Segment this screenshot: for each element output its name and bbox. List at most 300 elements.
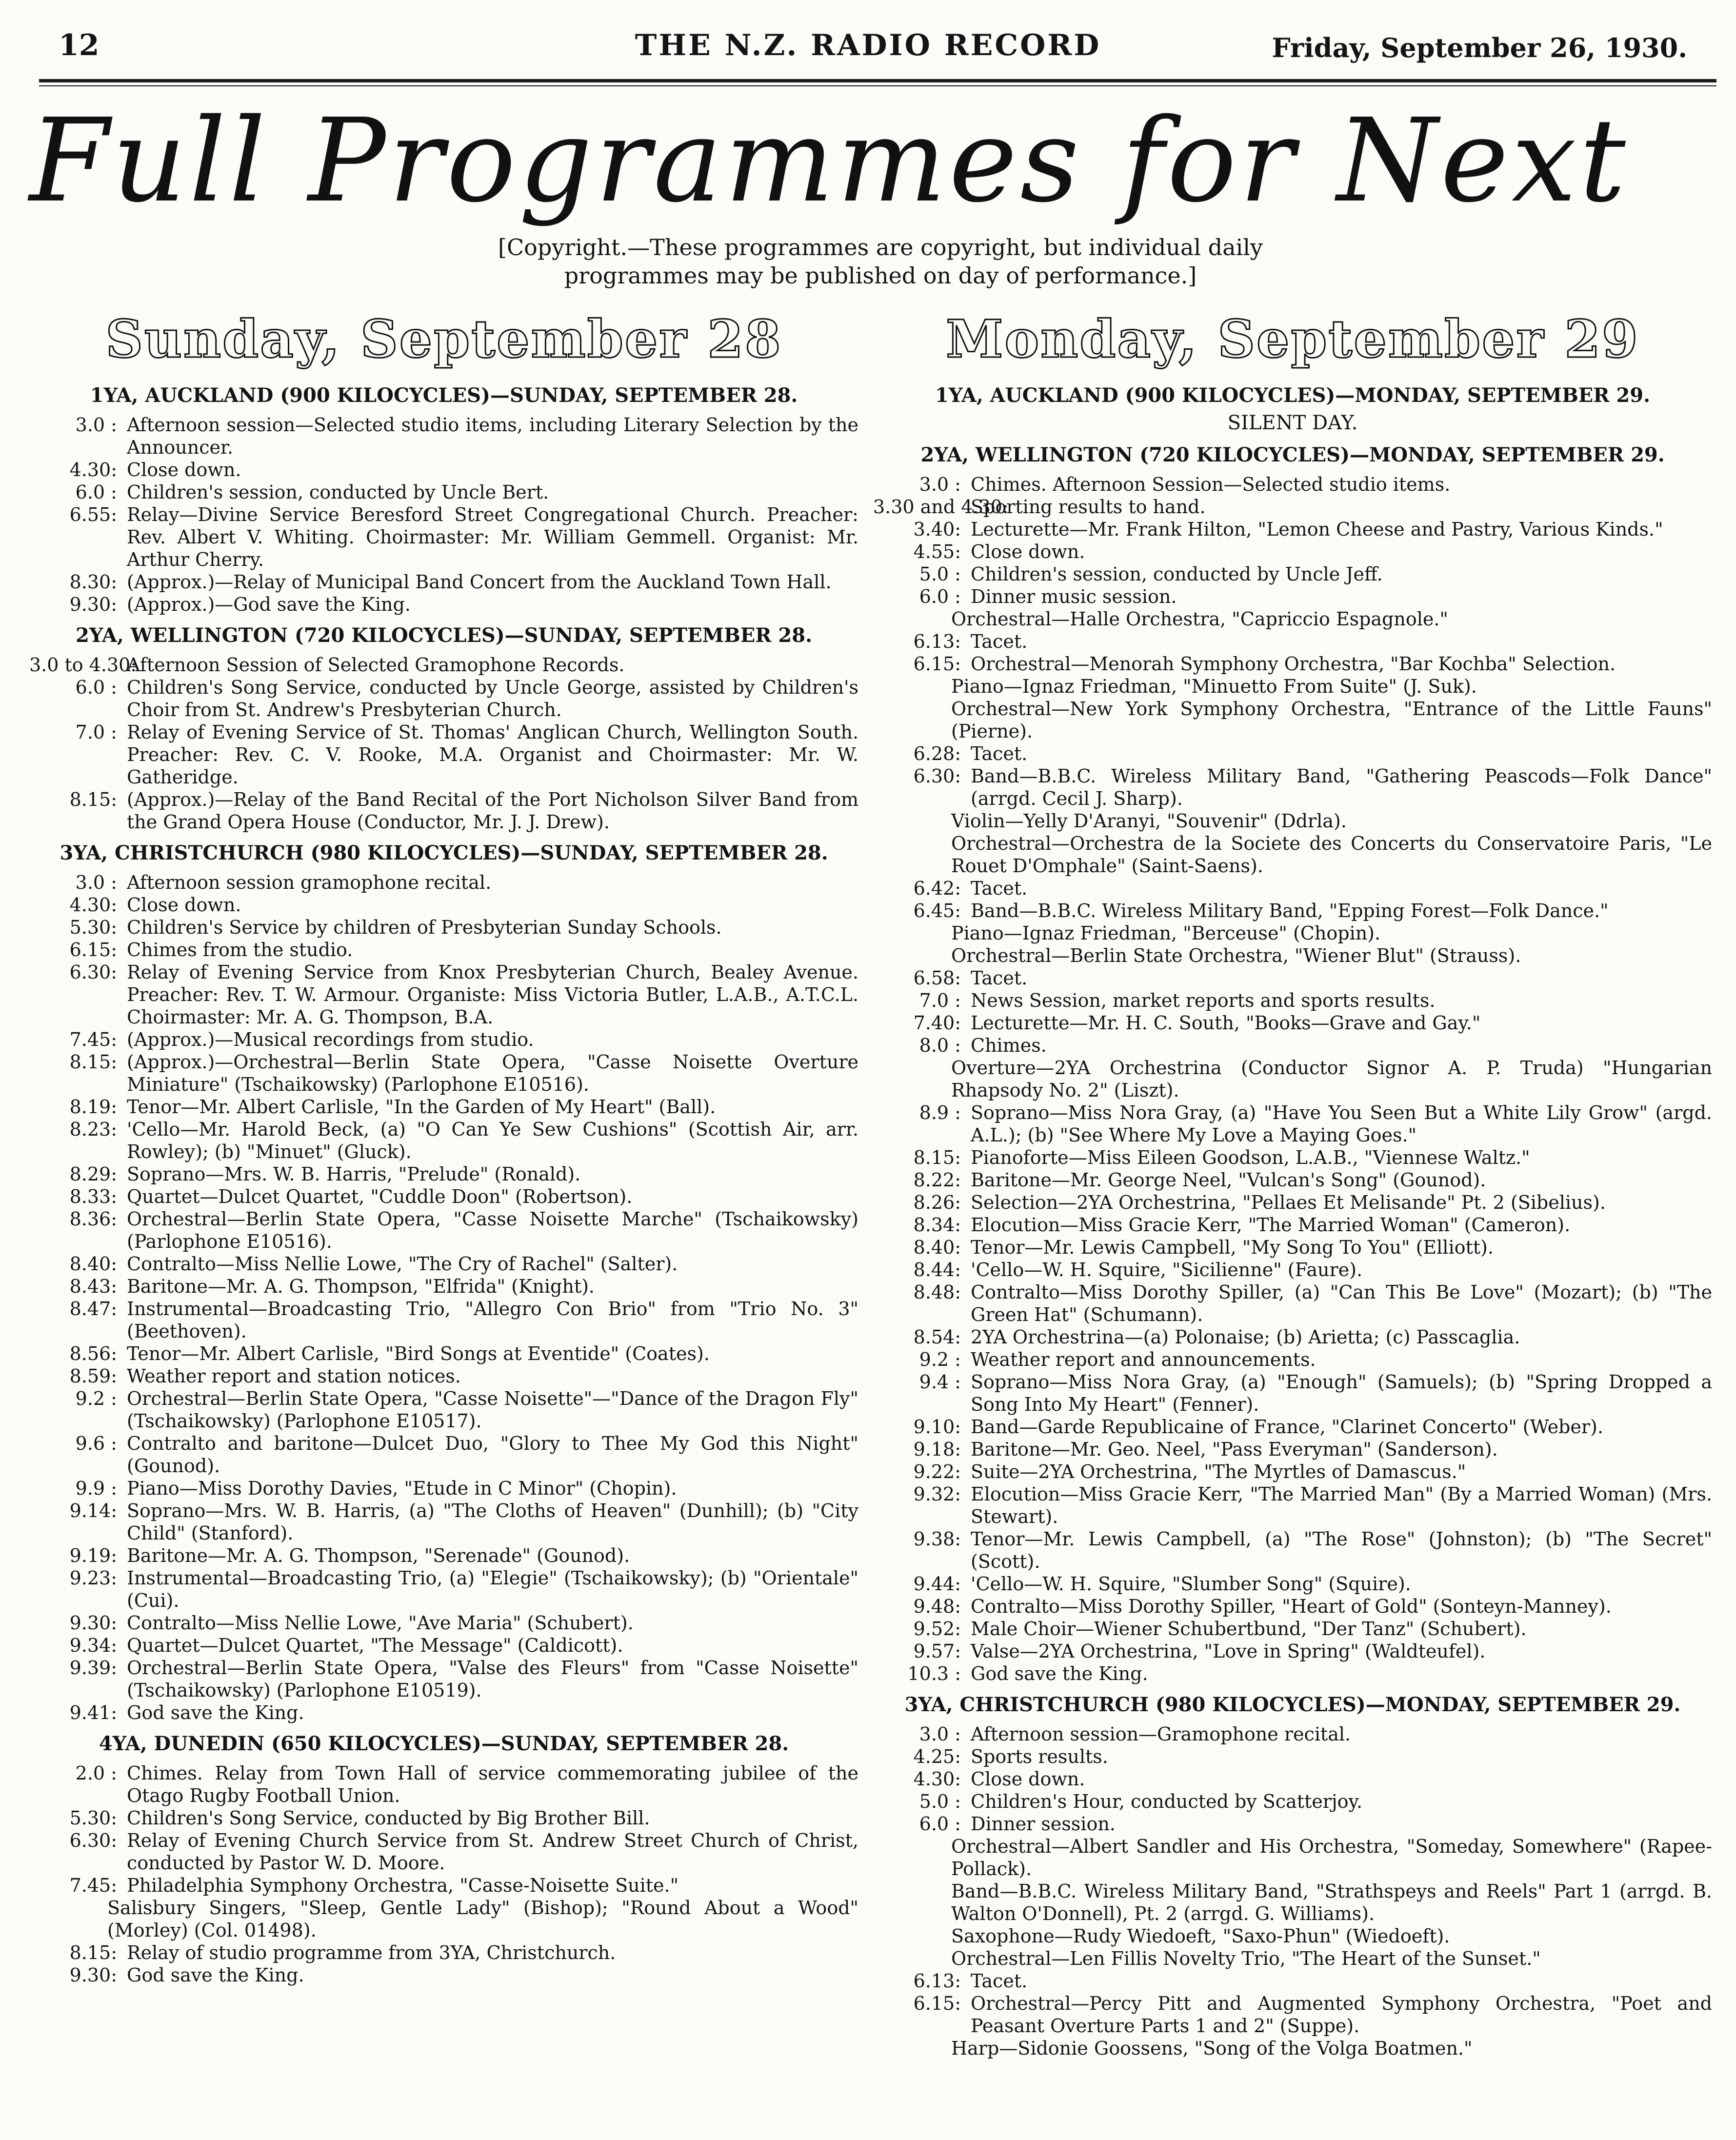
programme-item xyxy=(29,961,858,1028)
programme-item xyxy=(29,894,858,916)
programme-item xyxy=(873,1191,1712,1214)
programme-description: Tacet. xyxy=(971,878,1028,899)
station-note: SILENT DAY. xyxy=(1227,412,1358,434)
programme-item xyxy=(29,481,858,503)
programme-description: Orchestral—Berlin State Opera, "Casse Noisette Marche" (Tschaikowsky) (Parlophone E10516). xyxy=(127,1208,858,1252)
station-title: 1YA, AUCKLAND (900 KILOCYCLES)—SUNDAY, SEPTEMBER 28. xyxy=(90,384,798,407)
programme-item xyxy=(29,916,858,939)
programme-description: Lecturette—Mr. Frank Hilton, "Lemon Cheese and Pastry, Various Kinds." xyxy=(971,519,1663,540)
station-title: 1YA, AUCKLAND (900 KILOCYCLES)—MONDAY, SEPTEMBER 29. xyxy=(935,384,1650,407)
programme-item xyxy=(29,1829,858,1874)
programme-time: 3.0 to 4.30: xyxy=(29,654,137,676)
programme-item: Orchestral—Orchestra de la Societe des Concerts du Conservatoire Paris, "Le Rouet D'Omphale" (Saint-Saens). xyxy=(951,833,1712,877)
programme-description: Relay of Evening Service of St. Thomas' Anglican Church, Wellington South. Preacher: Rev. C. V. Rooke, M.A. Organist and Choirmaster: Mr. W. Gatheridge. xyxy=(127,721,858,788)
programme-item xyxy=(29,503,858,571)
programme-time: 8.22: xyxy=(913,1169,961,1191)
programme-description: (Approx.)—Orchestral—Berlin State Opera, "Casse Noisette Overture Miniature" (Tschaikowsky) (Parlophone E10516). xyxy=(127,1051,858,1095)
programme-description: Children's Service by children of Presbyterian Sunday Schools. xyxy=(127,917,722,938)
programme-time: 6.13: xyxy=(913,1970,961,1992)
programme-description: Instrumental—Broadcasting Trio, "Allegro Con Brio" from "Trio No. 3" (Beethoven). xyxy=(127,1298,858,1342)
programme-description: Suite—2YA Orchestrina, "The Myrtles of Damascus." xyxy=(971,1461,1466,1482)
programme-item xyxy=(873,473,1712,496)
programme-item: Violin—Yelly D'Aranyi, "Souvenir" (Ddrla). xyxy=(951,810,1347,832)
programme-description: Dinner session. xyxy=(971,1813,1116,1835)
programme-item xyxy=(873,1745,1712,1768)
programme-item xyxy=(29,1941,858,1964)
programme-time: 3.40: xyxy=(913,519,961,540)
programme-description: News Session, market reports and sports results. xyxy=(971,990,1436,1011)
programme-time: 7.40: xyxy=(913,1012,961,1034)
programme-item xyxy=(29,788,858,833)
programme-time: 6.30: xyxy=(913,765,961,787)
programme-item: Band—B.B.C. Wireless Military Band, "Strathspeys and Reels" Part 1 (arrgd. B. Walton O'Donnell), Pt. 2 (arrgd. G. Williams). xyxy=(951,1880,1712,1924)
programme-time: 9.23: xyxy=(69,1567,117,1589)
programme-description: Band—B.B.C. Wireless Military Band, "Gathering Peascods—Folk Dance" (arrgd. Cecil J. Sharp). xyxy=(971,765,1712,809)
programme-item xyxy=(29,1701,858,1724)
programme-description: Weather report and announcements. xyxy=(971,1349,1316,1370)
programme-description: Valse—2YA Orchestrina, "Love in Spring" (Waldteufel). xyxy=(971,1640,1486,1662)
programme-item xyxy=(873,585,1712,608)
programme-item xyxy=(29,939,858,961)
programme-description: Contralto—Miss Dorothy Spiller, (a) "Can This Be Love" (Mozart); (b) "The Green Hat" (Schumann). xyxy=(971,1281,1712,1325)
programme-time: 7.45: xyxy=(69,1029,117,1050)
programme-description: 2YA Orchestrina—(a) Polonaise; (b) Arietta; (c) Passcaglia. xyxy=(971,1326,1520,1348)
programme-time: 5.30: xyxy=(69,917,117,938)
programme-description: Orchestral—Berlin State Opera, "Valse des Fleurs" from "Casse Noisette" (Tschaikowsky) (Parlophone E10519). xyxy=(127,1657,858,1701)
sunday-stations xyxy=(29,382,858,1986)
programme-item: Orchestral—Halle Orchestra, "Capriccio Espagnole." xyxy=(951,608,1448,630)
programme-time: 9.30: xyxy=(69,594,117,615)
programme-item xyxy=(29,1874,858,1897)
programme-time: 8.40: xyxy=(69,1253,117,1275)
programme-description: 'Cello—Mr. Harold Beck, (a) "O Can Ye Sew Cushions" (Scottish Air, arr. Rowley); (b) "Minuet" (Gluck). xyxy=(127,1119,858,1162)
programme-description: Afternoon Session of Selected Gramophone Records. xyxy=(127,654,625,676)
programme-item xyxy=(873,563,1712,585)
programme-description: Soprano—Mrs. W. B. Harris, (a) "The Cloths of Heaven" (Dunhill); (b) "City Child" (Stanford). xyxy=(127,1500,858,1544)
programme-description: Children's session, conducted by Uncle Bert. xyxy=(127,481,549,503)
station-title: 3YA, CHRISTCHURCH (980 KILOCYCLES)—MONDAY, SEPTEMBER 29. xyxy=(904,1693,1681,1716)
sunday-column xyxy=(29,307,858,1986)
programme-time: 8.33: xyxy=(69,1186,117,1207)
programme-description: Tacet. xyxy=(971,967,1028,989)
programme-description: Afternoon session—Gramophone recital. xyxy=(971,1723,1351,1745)
station-section xyxy=(873,442,1712,1685)
programme-time: 8.23: xyxy=(69,1119,117,1140)
programme-description: Tacet. xyxy=(971,743,1028,764)
programme-description: Soprano—Miss Nora Gray, (a) "Have You Seen But a White Lily Grow" (argd. A.L.); (b) "See Where My Love a Maying Goes." xyxy=(971,1102,1712,1146)
programme-description: Relay of studio programme from 3YA, Christchurch. xyxy=(127,1942,616,1963)
programme-item xyxy=(873,765,1712,810)
programme-item xyxy=(29,871,858,894)
programme-item xyxy=(29,1096,858,1118)
programme-item xyxy=(873,1438,1712,1460)
programme-item xyxy=(873,1326,1712,1348)
sunday-heading: Sunday, September 28 xyxy=(105,308,782,369)
programme-description: Elocution—Miss Gracie Kerr, "The Married Woman" (Cameron). xyxy=(971,1214,1571,1236)
programme-description: Children's Song Service, conducted by Big Brother Bill. xyxy=(127,1807,650,1829)
programme-item xyxy=(29,654,858,676)
programme-time: 3.0 : xyxy=(919,1723,961,1745)
programme-time: 8.59: xyxy=(69,1365,117,1387)
programme-time: 8.47: xyxy=(69,1298,117,1320)
programme-description: Relay of Evening Service from Knox Presbyterian Church, Bealey Avenue. Preacher: Rev. T. W. Armour. Organiste: Miss Victoria Butler, L.A.B., A.T.C.L. Choirmaster: Mr. A. G. Thompson, B.A. xyxy=(127,961,858,1028)
programme-time: 8.15: xyxy=(69,1051,117,1073)
programme-time: 6.55: xyxy=(69,504,117,525)
programme-description: Orchestral—Berlin State Opera, "Casse Noisette"—"Dance of the Dragon Fly" (Tschaikowsky) (Parlophone E10517). xyxy=(127,1388,858,1432)
programme-item xyxy=(873,1416,1712,1438)
programme-item xyxy=(29,1365,858,1387)
programme-description: Weather report and station notices. xyxy=(127,1365,461,1387)
station-section xyxy=(873,1692,1712,2060)
programme-item xyxy=(873,967,1712,989)
station-title: 3YA, CHRISTCHURCH (980 KILOCYCLES)—SUNDAY, SEPTEMBER 28. xyxy=(60,841,828,864)
programme-description: Quartet—Dulcet Quartet, "The Message" (Caldicott). xyxy=(127,1635,623,1656)
programme-time: 9.4 : xyxy=(919,1371,961,1393)
programme-item xyxy=(873,1259,1712,1281)
programme-time: 8.48: xyxy=(913,1281,961,1303)
programme-time: 9.48: xyxy=(913,1596,961,1617)
programme-time: 8.36: xyxy=(69,1208,117,1230)
programme-description: Pianoforte—Miss Eileen Goodson, L.A.B., "Viennese Waltz." xyxy=(971,1147,1530,1168)
programme-time: 4.55: xyxy=(913,541,961,562)
programme-description: Tenor—Mr. Albert Carlisle, "Bird Songs at Eventide" (Coates). xyxy=(127,1343,710,1364)
programme-item xyxy=(29,1657,858,1701)
programme-item xyxy=(29,1275,858,1298)
programme-description: Contralto—Miss Nellie Lowe, "Ave Maria" (Schubert). xyxy=(127,1612,634,1634)
programme-item xyxy=(29,1500,858,1544)
programme-time: 2.0 : xyxy=(75,1762,117,1784)
programme-item: Harp—Sidonie Goossens, "Song of the Volga Boatmen." xyxy=(951,2038,1473,2059)
programme-description: Baritone—Mr. A. G. Thompson, "Serenade" (Gounod). xyxy=(127,1545,630,1566)
programme-description: Piano—Miss Dorothy Davies, "Etude in C Minor" (Chopin). xyxy=(127,1478,677,1499)
programme-item: Piano—Ignaz Friedman, "Minuetto From Suite" (J. Suk). xyxy=(951,676,1477,697)
programme-time: 6.30: xyxy=(69,1830,117,1851)
programme-description: Close down. xyxy=(127,894,241,916)
programme-description: (Approx.)—Relay of Municipal Band Concert from the Auckland Town Hall. xyxy=(127,571,832,593)
station-section xyxy=(29,1731,858,1986)
programme-time: 9.22: xyxy=(913,1461,961,1482)
programme-description: Contralto and baritone—Dulcet Duo, "Glory to Thee My God this Night" (Gounod). xyxy=(127,1433,858,1477)
programme-description: Lecturette—Mr. H. C. South, "Books—Grave and Gay." xyxy=(971,1012,1481,1034)
programme-time: 6.0 : xyxy=(75,677,117,698)
programme-item xyxy=(29,414,858,459)
programme-time: 6.58: xyxy=(913,967,961,989)
monday-column xyxy=(873,307,1712,2060)
monday-heading: Monday, September 29 xyxy=(946,308,1639,369)
page-number: 12 xyxy=(59,28,100,62)
programme-description: Baritone—Mr. George Neel, "Vulcan's Song" (Gounod). xyxy=(971,1169,1486,1191)
programme-item xyxy=(29,1544,858,1567)
programme-item xyxy=(29,1567,858,1612)
programme-time: 9.32: xyxy=(913,1483,961,1505)
programme-item xyxy=(29,1163,858,1185)
programme-time: 6.15: xyxy=(913,653,961,675)
programme-time: 4.25: xyxy=(913,1746,961,1767)
programme-time: 6.45: xyxy=(913,900,961,921)
programme-item xyxy=(873,1236,1712,1259)
programme-description: Chimes. Relay from Town Hall of service commemorating jubilee of the Otago Rugby Football Union. xyxy=(127,1762,858,1806)
programme-time: 3.30 and 4.30: xyxy=(873,496,1009,518)
programme-time: 5.30: xyxy=(69,1807,117,1829)
programme-description: Soprano—Mrs. W. B. Harris, "Prelude" (Ronald). xyxy=(127,1163,581,1185)
monday-stations xyxy=(873,382,1712,2060)
programme-item xyxy=(29,1253,858,1275)
programme-description: Orchestral—Menorah Symphony Orchestra, "Bar Kochba" Selection. xyxy=(971,653,1616,675)
programme-item xyxy=(873,742,1712,765)
programme-item xyxy=(873,1992,1712,2037)
programme-item xyxy=(873,1012,1712,1034)
station-section xyxy=(29,622,858,833)
programme-description: Contralto—Miss Nellie Lowe, "The Cry of Rachel" (Salter). xyxy=(127,1253,678,1275)
programme-item xyxy=(29,1298,858,1342)
programme-description: (Approx.)—Musical recordings from studio. xyxy=(127,1029,534,1050)
programme-item xyxy=(873,1146,1712,1169)
programme-time: 6.15: xyxy=(913,1993,961,2014)
programme-time: 8.29: xyxy=(69,1163,117,1185)
programme-description: Instrumental—Broadcasting Trio, (a) "Elegie" (Tschaikowsky); (b) "Orientale" (Cui). xyxy=(127,1567,858,1611)
programme-item: Orchestral—Albert Sandler and His Orchestra, "Someday, Somewhere" (Rapee-Pollack). xyxy=(951,1836,1712,1880)
programme-time: 9.39: xyxy=(69,1657,117,1679)
programme-time: 6.30: xyxy=(69,961,117,983)
programme-item xyxy=(29,1807,858,1829)
programme-time: 6.13: xyxy=(913,631,961,652)
programme-description: Chimes. Afternoon Session—Selected studio items. xyxy=(971,474,1451,495)
programme-time: 4.30: xyxy=(69,459,117,480)
programme-description: Elocution—Miss Gracie Kerr, "The Married Man" (By a Married Woman) (Mrs. Stewart). xyxy=(971,1483,1712,1527)
programme-time: 9.2 : xyxy=(75,1388,117,1409)
programme-description: Children's Hour, conducted by Scatterjoy. xyxy=(971,1791,1363,1812)
programme-time: 9.9 : xyxy=(75,1478,117,1499)
programme-item xyxy=(873,1573,1712,1595)
programme-item xyxy=(873,1371,1712,1416)
programme-item xyxy=(29,571,858,593)
programme-item xyxy=(29,1342,858,1365)
programme-item xyxy=(873,1101,1712,1146)
programme-time: 8.19: xyxy=(69,1096,117,1118)
programme-time: 9.57: xyxy=(913,1640,961,1662)
station-section xyxy=(873,382,1712,435)
programme-item xyxy=(873,1528,1712,1573)
programme-time: 4.30: xyxy=(913,1768,961,1790)
issue-date: Friday, September 26, 1930. xyxy=(1272,32,1687,63)
programme-description: Sporting results to hand. xyxy=(971,496,1206,518)
programme-time: 9.34: xyxy=(69,1635,117,1656)
programme-item: Orchestral—New York Symphony Orchestra, "Entrance of the Little Fauns" (Pierne). xyxy=(951,698,1712,742)
programme-description: Quartet—Dulcet Quartet, "Cuddle Doon" (Robertson). xyxy=(127,1186,633,1207)
programme-item xyxy=(29,1028,858,1051)
programme-item xyxy=(29,1208,858,1253)
programme-time: 9.52: xyxy=(913,1618,961,1640)
programme-time: 5.0 : xyxy=(919,563,961,585)
programme-item xyxy=(873,1483,1712,1528)
programme-time: 9.30: xyxy=(69,1964,117,1986)
programme-item xyxy=(873,1348,1712,1371)
programme-time: 6.0 : xyxy=(75,481,117,503)
programme-description: Male Choir—Wiener Schubertbund, "Der Tanz" (Schubert). xyxy=(971,1618,1527,1640)
programme-item: Orchestral—Len Fillis Novelty Trio, "The Heart of the Sunset." xyxy=(951,1948,1541,1969)
programme-description: Sports results. xyxy=(971,1746,1108,1767)
programme-item xyxy=(29,676,858,721)
programme-item xyxy=(873,1723,1712,1745)
programme-time: 6.0 : xyxy=(919,586,961,607)
programme-item xyxy=(29,593,858,616)
programme-description: Band—B.B.C. Wireless Military Band, "Epping Forest—Folk Dance." xyxy=(971,900,1609,921)
programme-time: 3.0 : xyxy=(75,872,117,893)
programme-description: Philadelphia Symphony Orchestra, "Casse-Noisette Suite." xyxy=(127,1875,679,1896)
programme-item xyxy=(29,1185,858,1208)
programme-time: 6.0 : xyxy=(919,1813,961,1835)
programme-time: 9.14: xyxy=(69,1500,117,1521)
programme-time: 8.44: xyxy=(913,1259,961,1280)
programme-description: Selection—2YA Orchestrina, "Pellaes Et Melisande" Pt. 2 (Sibelius). xyxy=(971,1192,1606,1213)
programme-description: Relay of Evening Church Service from St. Andrew Street Church of Christ, conducted by Pastor W. D. Moore. xyxy=(127,1830,858,1874)
programme-time: 8.40: xyxy=(913,1237,961,1258)
programme-time: 8.26: xyxy=(913,1192,961,1213)
programme-time: 9.30: xyxy=(69,1612,117,1634)
programme-description: 'Cello—W. H. Squire, "Sicilienne" (Faure). xyxy=(971,1259,1363,1280)
programme-description: Baritone—Mr. A. G. Thompson, "Elfrida" (Knight). xyxy=(127,1276,595,1297)
programme-time: 9.38: xyxy=(913,1528,961,1550)
programme-time: 8.15: xyxy=(913,1147,961,1168)
programme-item xyxy=(29,1387,858,1432)
programme-item xyxy=(873,900,1712,922)
programme-time: 8.9 : xyxy=(919,1102,961,1123)
programme-item xyxy=(873,630,1712,653)
programme-description: Tacet. xyxy=(971,631,1028,652)
programme-description: Afternoon session gramophone recital. xyxy=(127,872,492,893)
programme-description: Soprano—Miss Nora Gray, (a) "Enough" (Samuels); (b) "Spring Dropped a Song Into My Heart" (Fenner). xyxy=(971,1371,1712,1415)
station-title: 2YA, WELLINGTON (720 KILOCYCLES)—SUNDAY, SEPTEMBER 28. xyxy=(76,624,812,647)
programme-time: 8.56: xyxy=(69,1343,117,1364)
programme-time: 9.41: xyxy=(69,1702,117,1723)
programme-description: Tenor—Mr. Albert Carlisle, "In the Garden of My Heart" (Ball). xyxy=(127,1096,716,1118)
programme-time: 9.19: xyxy=(69,1545,117,1566)
programme-description: 'Cello—W. H. Squire, "Slumber Song" (Squire). xyxy=(971,1573,1411,1595)
programme-description: Close down. xyxy=(971,541,1085,562)
programme-description: (Approx.)—God save the King. xyxy=(127,594,411,615)
programme-item xyxy=(873,989,1712,1012)
programme-time: 9.18: xyxy=(913,1439,961,1460)
programme-item xyxy=(29,1634,858,1657)
programme-description: Chimes. xyxy=(971,1035,1047,1056)
programme-description: God save the King. xyxy=(971,1663,1148,1684)
header-rule-thin xyxy=(39,85,1716,86)
programme-item xyxy=(873,1813,1712,1835)
programme-time: 8.0 : xyxy=(919,1035,961,1056)
programme-time: 5.0 : xyxy=(919,1791,961,1812)
programme-item xyxy=(873,877,1712,900)
programme-time: 8.15: xyxy=(69,1942,117,1963)
programme-time: 10.3 : xyxy=(907,1663,961,1684)
programme-time: 6.42: xyxy=(913,878,961,899)
programme-item xyxy=(29,1118,858,1163)
programme-time: 9.44: xyxy=(913,1573,961,1595)
programme-time: 7.0 : xyxy=(919,990,961,1011)
programme-item xyxy=(873,1618,1712,1640)
programme-item xyxy=(873,1460,1712,1483)
programme-item xyxy=(29,1051,858,1096)
programme-time: 9.6 : xyxy=(75,1433,117,1454)
programme-time: 8.30: xyxy=(69,571,117,593)
programme-description: Chimes from the studio. xyxy=(127,939,353,960)
programme-description: Orchestral—Percy Pitt and Augmented Symphony Orchestra, "Poet and Peasant Overture Parts 1 and 2" (Suppe). xyxy=(971,1993,1712,2037)
programme-item: Salisbury Singers, "Sleep, Gentle Lady" (Bishop); "Round About a Wood" (Morley) (Col. 01498). xyxy=(107,1897,858,1941)
programme-time: 6.15: xyxy=(69,939,117,960)
station-section xyxy=(29,840,858,1724)
programme-time: 7.0 : xyxy=(75,721,117,743)
station-section xyxy=(29,382,858,616)
programme-time: 8.43: xyxy=(69,1276,117,1297)
programme-description: Close down. xyxy=(971,1768,1085,1790)
header-rule xyxy=(39,79,1716,82)
newspaper-name: THE N.Z. RADIO RECORD xyxy=(635,28,1101,62)
programme-time: 3.0 : xyxy=(919,474,961,495)
programme-description: Band—Garde Republicaine of France, "Clarinet Concerto" (Weber). xyxy=(971,1416,1603,1438)
programme-item: Saxophone—Rudy Wiedoeft, "Saxo-Phun" (Wiedoeft). xyxy=(951,1925,1450,1947)
programme-item xyxy=(29,1477,858,1500)
programme-item xyxy=(873,1790,1712,1813)
programme-description: Afternoon session—Selected studio items, including Literary Selection by the Announcer. xyxy=(127,414,858,458)
programme-description: God save the King. xyxy=(127,1702,304,1723)
programme-description: Tacet. xyxy=(971,1970,1028,1992)
programme-description: (Approx.)—Relay of the Band Recital of the Port Nicholson Silver Band from the Grand Opera House (Conductor, Mr. J. J. Drew). xyxy=(127,789,858,833)
programme-description: Relay—Divine Service Beresford Street Congregational Church. Preacher: Rev. Albert V. Whiting. Choirmaster: Mr. William Gemmell. Organist: Mr. Arthur Cherry. xyxy=(127,504,858,570)
programme-item xyxy=(873,1169,1712,1191)
programme-description: Children's session, conducted by Uncle Jeff. xyxy=(971,563,1383,585)
programme-item xyxy=(29,1612,858,1634)
page-header xyxy=(20,28,1716,77)
station-title: 4YA, DUNEDIN (650 KILOCYCLES)—SUNDAY, SEPTEMBER 28. xyxy=(99,1732,789,1755)
programme-item xyxy=(29,721,858,788)
programme-time: 4.30: xyxy=(69,894,117,916)
programme-item xyxy=(873,1768,1712,1790)
programme-time: 3.0 : xyxy=(75,414,117,436)
programme-item xyxy=(873,1281,1712,1326)
programme-description: Tenor—Mr. Lewis Campbell, (a) "The Rose" (Johnston); (b) "The Secret" (Scott). xyxy=(971,1528,1712,1572)
station-title: 2YA, WELLINGTON (720 KILOCYCLES)—MONDAY, SEPTEMBER 29. xyxy=(920,443,1665,466)
programme-time: 8.34: xyxy=(913,1214,961,1236)
programme-item xyxy=(873,1662,1712,1685)
programme-description: Baritone—Mr. Geo. Neel, "Pass Everyman" (Sanderson). xyxy=(971,1439,1498,1460)
programme-item xyxy=(29,1432,858,1477)
programme-item xyxy=(29,1964,858,1986)
programme-time: 9.10: xyxy=(913,1416,961,1438)
programme-item xyxy=(873,540,1712,563)
programme-description: Dinner music session. xyxy=(971,586,1177,607)
programme-time: 9.2 : xyxy=(919,1349,961,1370)
programme-time: 8.15: xyxy=(69,789,117,810)
copyright-notice: [Copyright.—These programmes are copyright, but individual daily programmes may be published on day of performance.] xyxy=(498,234,1263,289)
programme-description: Children's Song Service, conducted by Uncle George, assisted by Children's Choir from St. Andrew's Presbyterian Church. xyxy=(127,677,858,720)
programme-item xyxy=(873,1640,1712,1662)
programme-item xyxy=(873,653,1712,675)
programme-item xyxy=(873,1595,1712,1618)
programme-item xyxy=(873,496,1712,518)
programme-item xyxy=(873,1034,1712,1057)
programme-item xyxy=(29,459,858,481)
programme-time: 8.54: xyxy=(913,1326,961,1348)
programme-description: Close down. xyxy=(127,459,241,480)
programme-item: Orchestral—Berlin State Orchestra, "Wiener Blut" (Strauss). xyxy=(951,945,1521,966)
programme-item: Overture—2YA Orchestrina (Conductor Signor A. P. Truda) "Hungarian Rhapsody No. 2" (Liszt). xyxy=(951,1057,1712,1101)
programme-item xyxy=(873,1970,1712,1992)
programme-item xyxy=(873,1214,1712,1236)
page-headline: Full Programmes for Next xyxy=(29,94,1629,228)
programme-description: God save the King. xyxy=(127,1964,304,1986)
programme-time: 6.28: xyxy=(913,743,961,764)
programme-item: Piano—Ignaz Friedman, "Berceuse" (Chopin). xyxy=(951,922,1381,944)
programme-description: Contralto—Miss Dorothy Spiller, "Heart of Gold" (Sonteyn-Manney). xyxy=(971,1596,1612,1617)
